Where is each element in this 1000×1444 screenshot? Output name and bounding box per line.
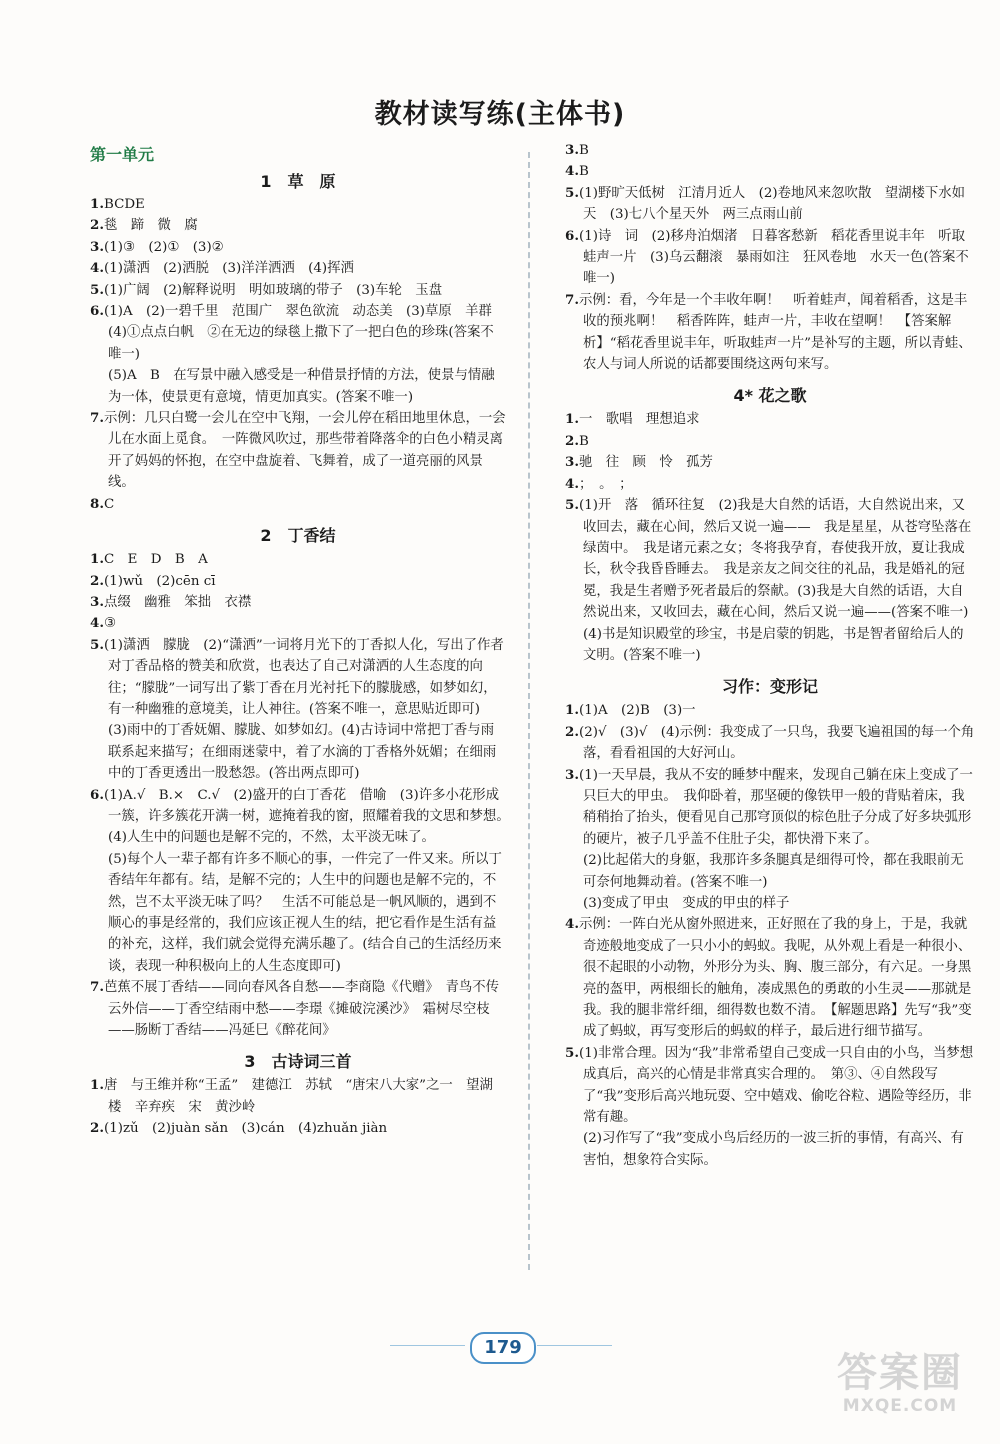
answer-number: 3.: [90, 593, 104, 610]
answer-number: 1.: [565, 702, 579, 719]
answer-text: ； 。 ；: [578, 476, 633, 492]
answer-text: (1)A (2)一碧千里 范围广 翠色欲流 动态美 (3)草原 羊群 (4)①点点白帆 ②在无边的绿毯上撒下了一把白色的珍珠(答案不唯一): [103, 304, 506, 362]
answer-item: [565, 290, 975, 376]
answer-item: [90, 1118, 506, 1139]
watermark-site-text: MXQE.COM: [842, 1396, 958, 1416]
answer-number: 2.: [565, 723, 579, 740]
left-answer-list: [90, 169, 517, 1140]
answer-number: 5.: [565, 1044, 579, 1061]
answer-item: [565, 893, 975, 914]
answer-item: [90, 1075, 506, 1118]
answer-item: [90, 849, 506, 977]
answer-text: 示例：几只白鹭一会儿在空中飞翔，一会儿停在稻田地里休息，一会儿在水面上觅食。 一阵微风吹过，那些带着降落伞的白色小精灵离开了妈妈的怀抱，在空中盘旋着、飞舞着，成了一道亮丽的风景线。: [103, 411, 506, 491]
right-answer-list: [565, 140, 982, 1171]
answer-item: [565, 495, 982, 666]
answer-item: [565, 850, 975, 893]
answer-number: 7.: [90, 410, 104, 427]
answer-item: [90, 408, 506, 494]
answer-text: (5)每个人一辈子都有许多不顺心的事，一件完了一件又来。所以丁香结年年都有。结，是解不完的；人生中的问题也是解不完的，不然，岂不太平淡无味了吗？ 生活不可能总是一帆风顺的，遇到不顺心的事是经常的，我们应该正视人生的结，把它看作是生活有益的补充，这样，我们就会觉得充满乐趣了。(结合自己的生活经历来谈，表现一种积极向上的人生态度即可): [108, 851, 502, 974]
answer-item: [90, 785, 517, 849]
answer-text: 唐 与王维并称“王孟” 建德江 苏轼 “唐宋八大家”之一 望湖楼 辛弃疾 宋 黄沙岭: [103, 1078, 493, 1115]
answer-item: [565, 1128, 975, 1171]
answer-text: B: [578, 143, 589, 158]
answer-text: (1)③ (2)① (3)②: [103, 239, 224, 255]
answer-number: 2.: [565, 432, 579, 449]
section-heading: 习作：变形记: [721, 677, 818, 697]
unit-title: 第一单元: [90, 145, 155, 164]
answer-item: [565, 183, 975, 226]
section-heading: 1 草 原: [260, 172, 336, 191]
answer-item: [565, 1043, 975, 1129]
answer-item: [90, 301, 506, 365]
answer-number: 5.: [565, 497, 579, 514]
answer-item: [565, 452, 975, 473]
answer-number: 1.: [90, 551, 104, 568]
answer-text: (1)zǔ (2)juàn sǎn (3)cán (4)zhuǎn jiàn: [103, 1121, 388, 1137]
section-heading: 4* 花之歌: [733, 386, 807, 406]
answer-text: B: [578, 433, 589, 449]
answer-item: [90, 977, 506, 1041]
answer-item: [90, 571, 506, 592]
answer-text: 示例：一阵白光从窗外照进来，正好照在了我的身上，于是，我就奇迹般地变成了一只小小的蚂蚁。我呢，从外观上看是一种很小、很不起眼的小动物，外形分为头、胸、腹三部分，有六足。一身黑亮的盔甲，两根细长的触角，凑成黑色的勇敢的小生灵——那就是我。我的腿非常纤细，细得数也数不清。 【解题思路】先写“我”变成了蚂蚁，再写变形后的蚂蚁的样子，最后进行细节描写。: [578, 917, 972, 1040]
answer-item: [565, 722, 975, 765]
answer-item: [565, 914, 975, 1042]
answer-item: [565, 226, 975, 290]
answer-text: 点缀 幽雅 笨拙 衣襟: [103, 594, 252, 610]
answer-text: 驰 往 顾 怜 孤芳: [578, 455, 713, 471]
answer-text: (2)习作写了“我”变成小鸟后经历的一波三折的事情，有高兴、有害怕，想象符合实际。: [583, 1131, 964, 1168]
answer-text: C: [103, 496, 115, 512]
answer-number: 7.: [90, 979, 104, 996]
answer-number: 8.: [90, 495, 104, 512]
column-divider: [528, 152, 530, 1270]
answer-text: 毯 蹄 微 腐: [103, 218, 198, 234]
answer-item: [565, 474, 975, 495]
answer-number: 5.: [90, 636, 104, 653]
page-number: 179: [470, 1332, 536, 1364]
answer-text: (1)A.√ B.× C.√ (2)盛开的白丁香花 借喻 (3)许多小花形成一簇，许多簇花开满一树，遮掩着我的窗，照耀着我的文思和梦想。 (4)人生中的问题也是解不完的，不然，太平淡无味了。: [103, 787, 517, 846]
footer-rule-right: [537, 1345, 612, 1346]
answer-number: 7.: [565, 291, 579, 308]
answer-text: (2)√ (3)√ (4)示例：我变成了一只鸟，我要飞遍祖国的每一个角落，看看祖国的大好河山。: [578, 724, 975, 762]
answer-item: [90, 592, 506, 613]
answer-number: 6.: [565, 227, 579, 244]
answer-number: 4.: [90, 615, 104, 632]
answer-number: 4.: [90, 260, 104, 277]
answer-number: 2.: [90, 217, 104, 234]
answer-text: (1)广阔 (2)解释说明 明如玻璃的带子 (3)车轮 玉盘: [103, 282, 443, 298]
answer-item: [90, 635, 506, 785]
answer-number: 6.: [90, 303, 104, 320]
right-column: [565, 140, 982, 1171]
answer-number: 2.: [90, 1120, 104, 1137]
answer-text: (1)开 落 循环往复 (2)我是大自然的话语，大自然说出来，又收回去，藏在心间，然后又说一遍—— 我是星星，从苍穹坠落在绿茵中。 我是诸元素之女；冬将我孕育，春使我开放，夏让我成长，秋令我昏昏睡去。 我是亲友之间交往的礼品，我是婚礼的冠冕，我是生者赠予死者最后的祭献。(3)我是大自然的话语，大自然说出来，又收回去，藏在心间，然后又说一遍——(答案不唯一) (4)书是知识殿堂的珍宝，书是启蒙的钥匙，书是智者留给后人的文明。(答案不唯一): [578, 498, 982, 663]
answer-number: 1.: [90, 1077, 104, 1094]
answer-item: [565, 409, 975, 430]
answer-item: [90, 613, 506, 634]
watermark-logo-text: 答案圈: [837, 1350, 963, 1396]
answer-text: (1)潇洒 (2)洒脱 (3)洋洋洒洒 (4)挥洒: [103, 261, 354, 277]
answer-item: [90, 280, 506, 301]
answer-number: 3.: [565, 454, 579, 471]
watermark-logo: [815, 1350, 985, 1430]
answer-number: 2.: [90, 572, 104, 589]
answer-text: (1)非常合理。因为“我”非常希望自己变成一只自由的小鸟，当梦想成真后，高兴的心情是非常真实合理的。 第③、④自然段写了“我”变形后高兴地玩耍、空中嬉戏、偷吃谷粒、遇险等经历，非常有趣。: [578, 1045, 974, 1126]
answer-item: [90, 237, 506, 258]
answer-number: 5.: [90, 281, 104, 298]
answer-number: 4.: [565, 916, 579, 933]
section-heading: 3 古诗词三首: [244, 1052, 352, 1072]
answer-item: [90, 549, 506, 570]
answer-item: [90, 258, 506, 279]
answer-text: 一 歌唱 理想追求: [578, 412, 700, 428]
answer-item: [90, 494, 506, 515]
answer-text: (1)wǔ (2)cēn cī: [103, 573, 216, 589]
answer-item: [90, 194, 506, 215]
section-heading: 2 丁香结: [260, 526, 336, 546]
answer-text: (5)A B 在写景中融入感受是一种借景抒情的方法，使景与情融为一体，使景更有意境，情更加真实。(答案不唯一): [108, 368, 495, 405]
answer-text: 芭蕉不展丁香结——同向春风各自愁——李商隐《代赠》 青鸟不传云外信——丁香空结雨中愁——李璟《摊破浣溪沙》 霜树尽空枝——肠断丁香结——冯延巳《醉花间》: [103, 980, 500, 1039]
answer-number: 6.: [90, 786, 104, 803]
answer-text: (3)变成了甲虫 变成的甲虫的样子: [583, 896, 790, 911]
answer-text: B: [578, 164, 589, 180]
answer-text: C E D B A: [103, 552, 208, 568]
answer-item: [565, 765, 975, 851]
footer-rule-left: [390, 1345, 465, 1346]
answer-number: 3.: [565, 142, 579, 158]
answer-text: ③: [103, 616, 116, 632]
answer-item: [565, 161, 975, 182]
answer-text: 示例：看，今年是一个丰收年啊！ 听着蛙声，闻着稻香，这是丰收的预兆啊！ 稻香阵阵，蛙声一片，丰收在望啊！ 【答案解析】“稻花香里说丰年，听取蛙声一片”是补写的主题，所以青蛙、农人与词人所说的话都要围绕这两句来写。: [578, 292, 972, 373]
answer-text: (2)比起偌大的身躯，我那许多条腿真是细得可怜，都在我眼前无可奈何地舞动着。(答案不唯一): [583, 853, 964, 890]
answer-text: (1)诗 词 (2)移舟泊烟渚 日暮客愁新 稻花香里说丰年 听取蛙声一片 (3)乌云翻滚 暴雨如注 狂风卷地 水天一色(答案不唯一): [578, 228, 969, 287]
answer-text: BCDE: [103, 197, 145, 212]
answer-number: 3.: [565, 766, 579, 783]
answer-number: 1.: [565, 411, 579, 428]
answer-text: (1)A (2)B (3)一: [578, 703, 696, 719]
answer-item: [90, 365, 506, 408]
answer-number: 4.: [565, 475, 579, 492]
answer-item: [565, 700, 975, 721]
page-title: 教材读写练(主体书): [374, 99, 626, 130]
answer-text: (1)野旷天低树 江清月近人 (2)卷地风来忽吹散 望湖楼下水如天 (3)七八个星天外 两三点雨山前: [578, 185, 966, 223]
answer-text: (1)一天早晨，我从不安的睡梦中醒来，发现自己躺在床上变成了一只巨大的甲虫。 我仰卧着，那坚硬的像铁甲一般的背贴着床，我稍稍抬了抬头，便看见自己那穹顶似的棕色肚子分成了好多块弧形的硬片，被子几乎盖不住肚子尖，都快滑下来了。: [578, 767, 973, 847]
answer-number: 4.: [565, 163, 579, 180]
answer-item: [565, 140, 975, 161]
answer-item: [90, 215, 506, 236]
answer-number: 1.: [90, 196, 104, 212]
answer-item: [565, 431, 975, 452]
answer-number: 5.: [565, 184, 579, 201]
left-column: [90, 140, 517, 1140]
answer-text: (1)潇洒 朦胧 (2)“潇洒”一词将月光下的丁香拟人化，写出了作者对丁香品格的赞美和欣赏，也表达了自己对潇洒的人生态度的向往；“朦胧”一词写出了紫丁香在月光衬托下的朦胧感，如梦如幻，有一种幽雅的意境美，让人神往。(答案不唯一，意思贴近即可) (3)雨中的丁香妩媚、朦胧、如梦如幻。(4)古诗词中常把丁香与雨联系起来描写；在细雨迷蒙中，着了水滴的丁香格外妩媚；在细雨中的丁香更透出一股愁怨。(答出两点即可): [103, 637, 504, 782]
answer-number: 3.: [90, 238, 104, 255]
